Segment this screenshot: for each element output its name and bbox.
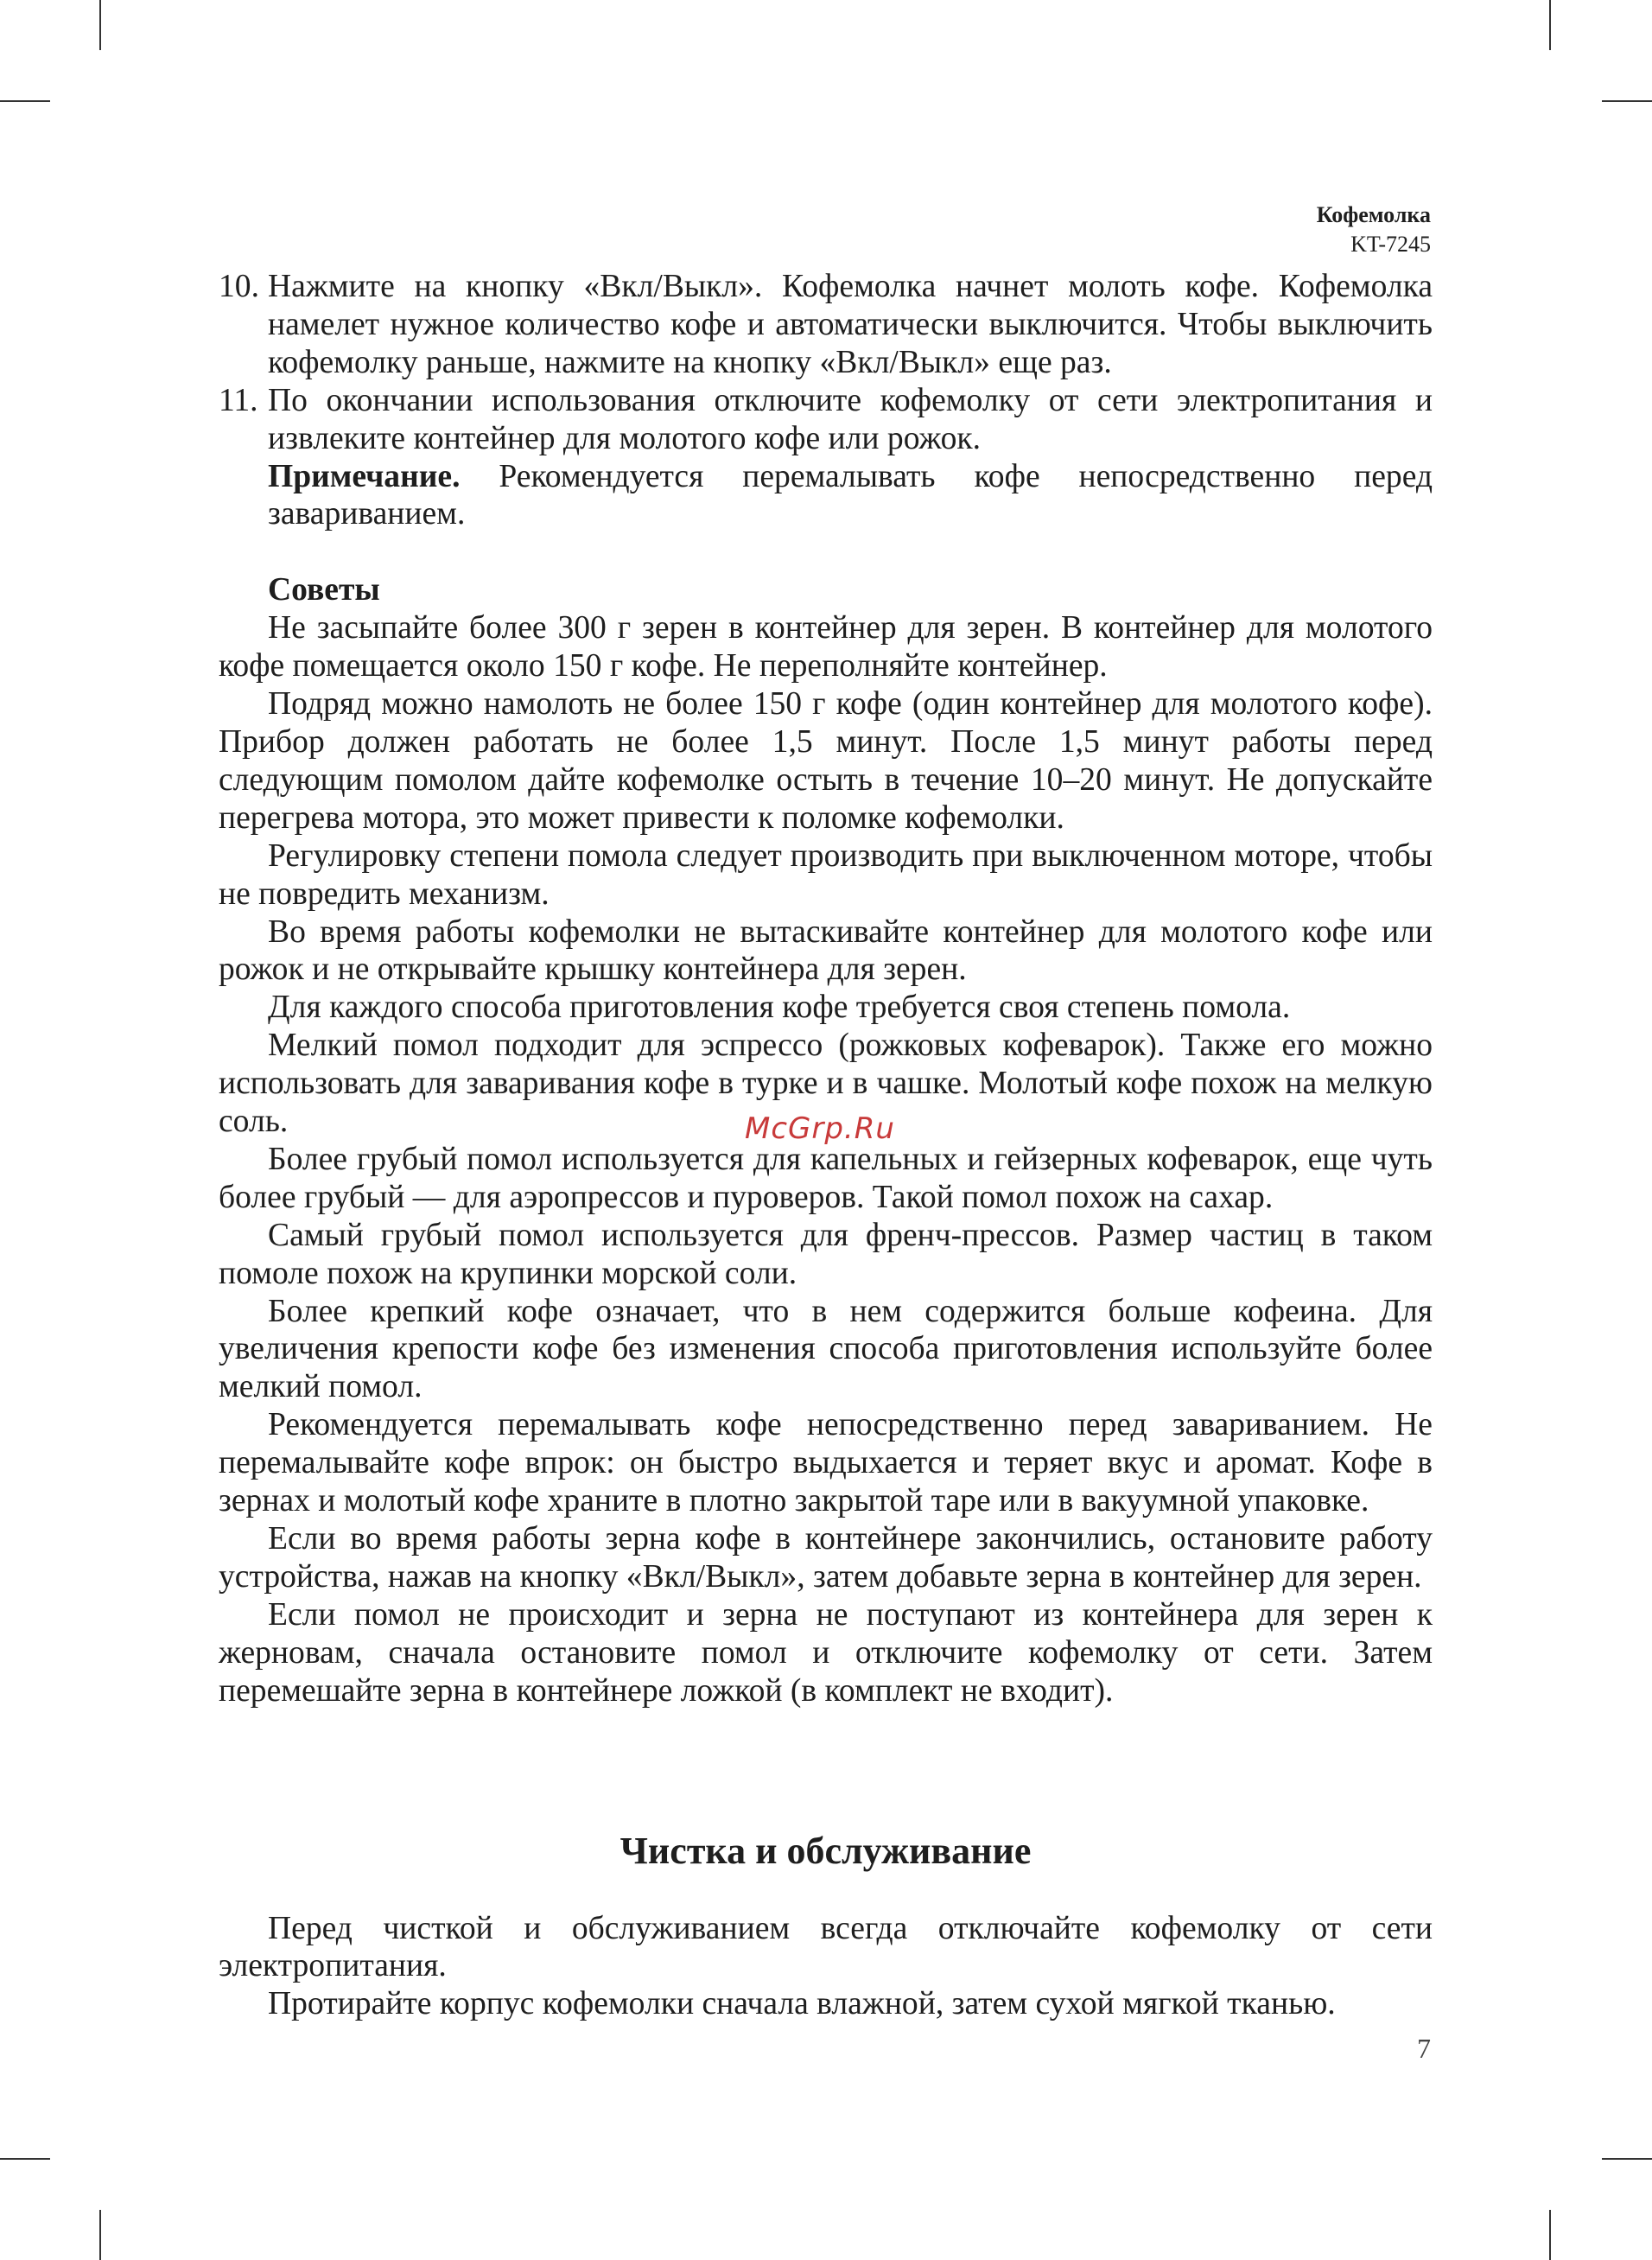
tips-paragraph: Самый грубый помол используется для френч-прессов. Размер частиц в таком помоле похож на крупинки морской соли.	[219, 1217, 1433, 1291]
crop-mark	[1602, 2158, 1652, 2160]
crop-mark	[0, 100, 50, 102]
tips-paragraph: Рекомендуется перемалывать кофе непосредственно перед завариванием. Не перемалывайте кофе впрок: он быстро выдыхается и теряет вкус и аромат. Кофе в зернах и молотый кофе храните в плотно закрытой таре или в вакуумной упаковке.	[219, 1407, 1433, 1519]
header-title: Кофемолка	[1316, 202, 1431, 227]
step-11	[219, 382, 1433, 458]
tips-paragraph: Во время работы кофемолки не вытаскивайте контейнер для молотого кофе или рожок и не открывайте крышку контейнера для зерен.	[219, 914, 1433, 988]
note-label: Примечание.	[268, 458, 461, 494]
step-number: 10.	[219, 269, 259, 304]
header-model: KT-7245	[1350, 232, 1431, 257]
crop-mark	[1549, 2210, 1551, 2260]
page-number: 7	[1417, 2033, 1431, 2064]
step-number: 11.	[219, 382, 258, 418]
note	[219, 458, 1433, 534]
crop-mark	[99, 2210, 101, 2260]
tips-paragraph: Подряд можно намолоть не более 150 г кофе (один контейнер для молотого кофе). Прибор должен работать не более 1,5 минут. После 1,5 минут работы перед следующим помолом дайте кофемолке остыть в течение 10–20 минут. Не допускайте перегрева мотора, это может привести к поломке кофемолки.	[219, 686, 1433, 836]
cleaning-paragraph: Протирайте корпус кофемолки сначала влажной, затем сухой мягкой тканью.	[268, 1986, 1336, 2022]
step-text: По окончании использования отключите кофемолку от сети электропитания и извлеките контейнер для молотого кофе или рожок.	[268, 382, 1433, 456]
tips-paragraph: Не засыпайте более 300 г зерен в контейнер для зерен. В контейнер для молотого кофе помещается около 150 г кофе. Не переполняйте контейнер.	[219, 610, 1433, 684]
tips-title: Советы	[268, 572, 380, 608]
watermark: McGrp.Ru	[745, 1111, 895, 1146]
tips-paragraph: Регулировку степени помола следует производить при выключенном моторе, чтобы не повредить механизм.	[219, 837, 1433, 912]
tips-paragraph: Если во время работы зерна кофе в контейнере закончились, остановите работу устройства, нажав на кнопку «Вкл/Выкл», затем добавьте зерна в контейнер для зерен.	[219, 1521, 1433, 1595]
crop-mark	[1549, 0, 1551, 50]
crop-mark	[99, 0, 101, 50]
cleaning-paragraph: Перед чисткой и обслуживанием всегда отключайте кофемолку от сети электропитания.	[219, 1910, 1433, 1984]
step-text: Нажмите на кнопку «Вкл/Выкл». Кофемолка начнет молоть кофе. Кофемолка намелет нужное количество кофе и автоматически выключится. Чтобы выключить кофемолку раньше, нажмите на кнопку «Вкл/Выкл» еще раз.	[268, 269, 1433, 380]
tips-paragraph: Более крепкий кофе означает, что в нем содержится больше кофеина. Для увеличения крепости кофе без изменения способа приготовления используйте более мелкий помол.	[219, 1293, 1433, 1405]
running-header	[1317, 201, 1431, 259]
crop-mark	[0, 2158, 50, 2160]
step-10	[219, 268, 1433, 382]
tips-paragraph: Если помол не происходит и зерна не поступают из контейнера для зерен к жерновам, сначала остановите помол и отключите кофемолку от сети. Затем перемешайте зерна в контейнере ложкой (в комплект не входит).	[219, 1596, 1433, 1709]
tips-paragraph: Для каждого способа приготовления кофе требуется своя степень помола.	[268, 990, 1291, 1026]
crop-mark	[1602, 100, 1652, 102]
tips-paragraph: Мелкий помол подходит для эспрессо (рожковых кофеварок). Также его можно использовать для заваривания кофе в турке и в чашке. Молотый кофе похож на мелкую соль.	[219, 1028, 1433, 1140]
tips-paragraph: Более грубый помол используется для капельных и гейзерных кофеварок, еще чуть более грубый — для аэропрессов и пуроверов. Такой помол похож на сахар.	[219, 1141, 1433, 1215]
section-title: Чистка и обслуживание	[620, 1829, 1032, 1872]
note-text: Рекомендуется перемалывать кофе непосредственно перед завариванием.	[268, 458, 1433, 532]
